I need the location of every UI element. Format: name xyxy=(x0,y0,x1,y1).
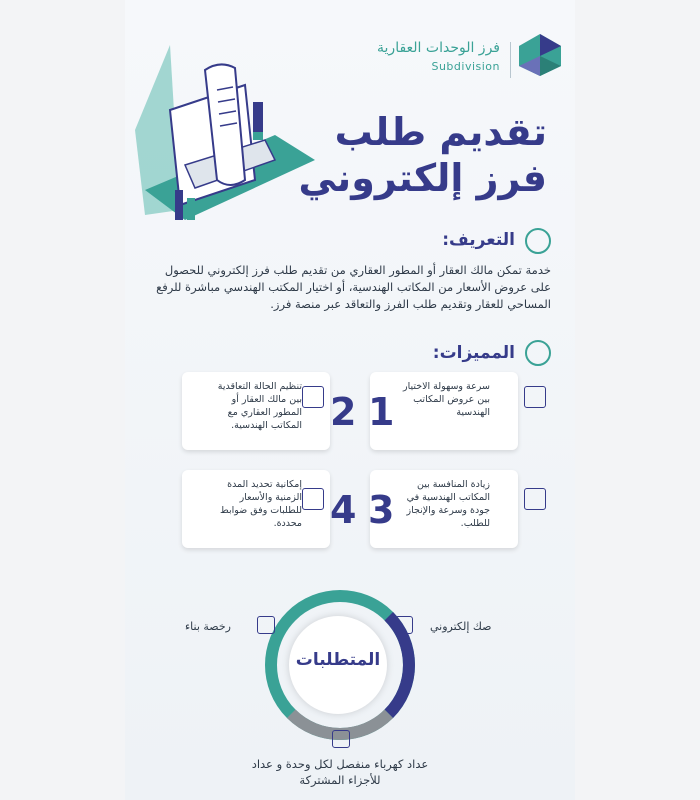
gear-target-icon xyxy=(525,340,551,366)
feature-text: سرعة وسهولة الاختيار بين عروض المكاتب الهندسية xyxy=(403,381,490,418)
requirement-meter: عداد كهرباء منفصل لكل وحدة و عداد للأجزاء المشتركة xyxy=(251,757,429,787)
definition-heading: التعريف: xyxy=(442,230,515,250)
id-card-icon xyxy=(257,616,275,634)
laptop-document-illustration xyxy=(125,40,325,240)
feature-text: زيادة المنافسة بين المكاتب الهندسية في جودة وسرعة والإنجاز للطلب. xyxy=(406,479,490,529)
definition-text: خدمة تمكن مالك العقار أو المطور العقاري من تقديم طلب فرز إلكتروني للحصول على عروض الأسعار من المكاتب الهندسية، أو اختيار المكتب الهندسي مباشرة للرفع المساحي للعقار وتقديم طلب الفرز والتعاقد عبر منصة فرز. xyxy=(156,263,551,311)
feature-text: إمكانية تحديد المدة الزمنية والأسعار للطلبات وفق ضوابط محددة. xyxy=(219,479,302,529)
page-title-line2: فرز إلكتروني xyxy=(298,156,547,200)
electric-meter-icon xyxy=(332,730,350,748)
page-title-line1: تقديم طلب xyxy=(334,110,547,154)
feature-card-1 xyxy=(370,372,518,450)
feature-card-4 xyxy=(182,470,357,548)
requirements-heading: المتطلبات xyxy=(295,650,381,670)
requirement-license: رخصة بناء xyxy=(185,620,231,633)
logo-arabic-text: فرز الوحدات العقارية xyxy=(377,40,500,56)
calculator-icon xyxy=(524,386,546,408)
subdivision-logo-icon xyxy=(517,32,563,78)
infographic-card xyxy=(125,0,575,800)
requirement-deed: صك إلكتروني xyxy=(430,620,492,633)
feature-number: 4 xyxy=(330,488,357,532)
monitor-deed-icon xyxy=(395,616,413,634)
logo-english-text: Subdivision xyxy=(431,60,500,73)
browser-gauge-icon xyxy=(302,386,324,408)
logo-divider xyxy=(510,42,511,78)
feature-card-2 xyxy=(182,372,357,450)
presenter-board-icon xyxy=(524,488,546,510)
feature-number: 3 xyxy=(368,488,395,532)
left-background xyxy=(0,0,125,800)
clipboard-icon xyxy=(525,228,551,254)
right-background xyxy=(575,0,700,800)
feature-card-3 xyxy=(370,470,518,548)
feature-text: تنظيم الحالة التعاقدية بين مالك العقار أو المطور العقاري مع المكاتب الهندسية. xyxy=(217,381,302,431)
gear-document-icon xyxy=(302,488,324,510)
feature-number: 1 xyxy=(368,390,395,434)
features-heading: المميزات: xyxy=(432,343,515,363)
feature-number: 2 xyxy=(330,390,357,434)
